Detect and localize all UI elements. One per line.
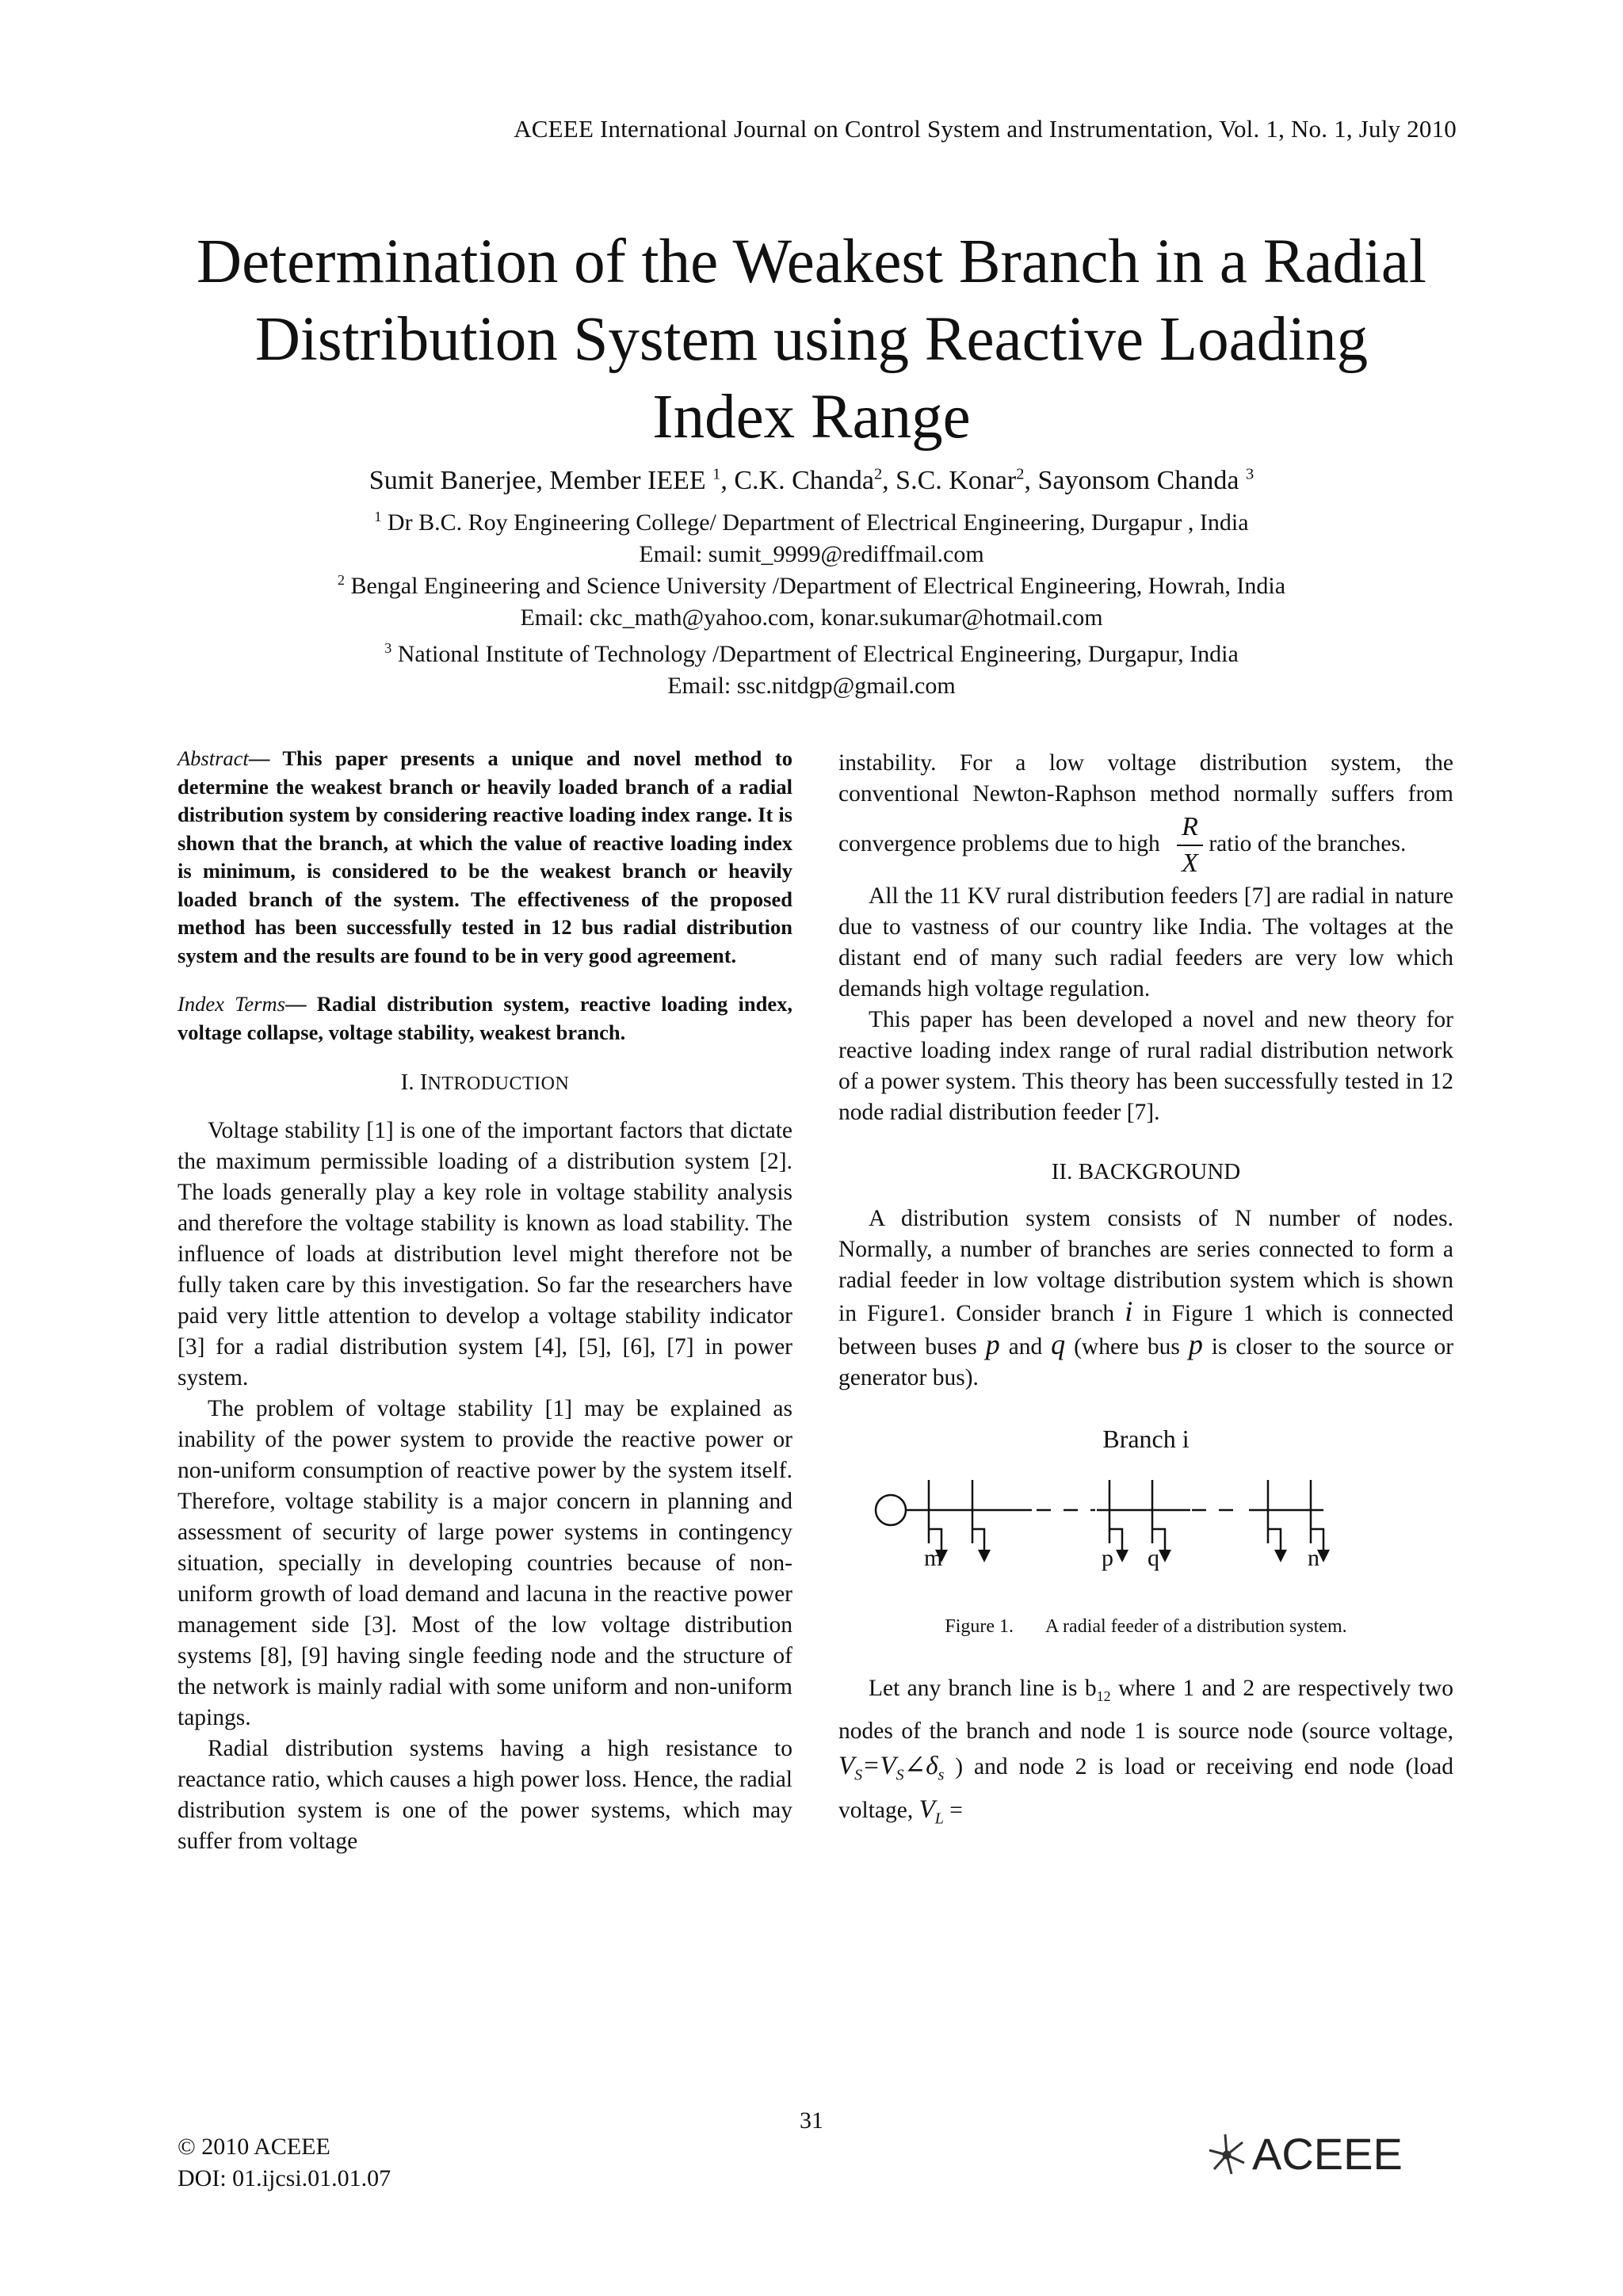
vs-symbol: V [838, 1751, 855, 1780]
section-2-paragraph-1 [838, 1203, 1453, 1394]
load-voltage-expression [918, 1795, 944, 1829]
fraction-denominator: X [1182, 849, 1198, 878]
affiliation-3-email: Email: ssc.nitdgp@gmail.com [667, 673, 956, 699]
index-terms-text: — Radial distribution system, reactive loading index, voltage collapse, voltage stability, weakest branch. [178, 992, 792, 1044]
abstract-text: — This paper presents a unique and novel method to determine the weakest branch or heavily loaded branch of a radial distribution system by considering reactive loading index range. It is shown that the branch, at which the value of reactive loading index is minimum, is considered to be the weakest branch or heavily loaded branch of the system. The effectiveness of the proposed method has been successfully tested in 12 bus radial distribution system and the results are found to be in very good agreement. [178, 746, 792, 967]
symbol-p: p [985, 1329, 1000, 1360]
r-over-x-fraction [1177, 810, 1203, 881]
section-2-heading: II. BACKGROUND [1051, 1159, 1241, 1184]
figure-1-caption-text: A radial feeder of a distribution system. [1045, 1616, 1347, 1637]
logo-text: ACEEE [1252, 2129, 1403, 2179]
abstract [178, 745, 792, 970]
affiliation-2-email: Email: ckc_math@yahoo.com, konar.sukumar@hotmail.com [520, 605, 1103, 631]
title-line-1: Determination of the Weakest Branch in a Radial [197, 227, 1426, 296]
vs-subscript-2: S [896, 1766, 904, 1784]
footer [178, 2131, 391, 2195]
load-arrows [935, 1550, 1330, 1562]
symbol-p-2: p [1188, 1329, 1203, 1360]
affiliation-2 [119, 570, 1504, 634]
affiliation-3-sup: 3 [384, 640, 392, 656]
intro-line-2: ratio of the branches. [1209, 830, 1407, 856]
author-4: , Sayonsom Chanda [1024, 466, 1239, 495]
section-1-num: I. [400, 1070, 414, 1095]
section-1-title-rest: NTRODUCTION [427, 1074, 570, 1094]
load-arrow-icon [1116, 1550, 1128, 1562]
load-taps [929, 1529, 1323, 1550]
intro-line-1: instability. For a low voltage distribution system, the conventional Newton-Raphson method normally suffers from convergence problems due to high [838, 750, 1453, 856]
affiliation-1-sup: 1 [374, 509, 382, 524]
figure-1-title: Branch i [1102, 1425, 1190, 1453]
branch-subscript: 12 [1096, 1688, 1111, 1704]
title-line-3: Index Range [652, 383, 971, 452]
fraction-numerator: R [1177, 810, 1203, 846]
section-1-paragraph-2: The problem of voltage stability [1] may be explained as inability of the power system to provide the reactive power or non-uniform consumption of reactive power by the system itself. Therefore, voltage stability is a major concern in planning and assessment of security of large power systems in contingency situation, specially in developing countries because of non-uniform growth of load demand and lacuna in the reactive power management side [3]. Most of the low voltage distribution systems [8], [9] having single feeding node and the structure of the network is mainly radial with some uniform and non-uniform tapings. [178, 1396, 792, 1730]
section-2-text-c: and [1008, 1334, 1043, 1360]
vl-equals: = [943, 1798, 963, 1824]
vl-symbol: V [918, 1795, 935, 1825]
vs-subscript: S [854, 1766, 863, 1784]
branch-text-c: ) and node 2 is load or receiving end node (load voltage, [838, 1753, 1453, 1824]
section-2-text-e: is closer to the source or generator bus). [838, 1334, 1454, 1390]
affiliation-1 [119, 507, 1504, 570]
source-voltage-expression [838, 1751, 945, 1784]
affiliation-2-sup: 2 [337, 572, 345, 588]
load-tap-5 [1268, 1529, 1281, 1550]
journal-header: ACEEE International Journal on Control System and Instrumentation, Vol. 1, No. 1, July 2010 [514, 115, 1457, 143]
load-arrow-icon [1159, 1550, 1171, 1562]
abstract-label: Abstract [178, 746, 249, 770]
author-1-sup: 1 [712, 465, 721, 483]
paper-title [119, 223, 1504, 456]
radial-feeder-diagram [873, 1470, 1388, 1589]
bus-label-m: m [924, 1545, 943, 1571]
affiliation-3 [119, 639, 1504, 702]
author-4-sup: 3 [1245, 465, 1254, 483]
affiliation-3-line1: National Institute of Technology /Department of Electrical Engineering, Durgapur, India [397, 641, 1239, 667]
bus-label-q: q [1148, 1545, 1159, 1571]
index-terms-label: Index Terms [178, 992, 285, 1016]
intro-paragraph-3: This paper has been developed a novel and new theory for reactive loading index range of rural radial distribution network of a power system. This theory has been successfully tested in 12 node radial distribution feeder [7]. [838, 1007, 1453, 1125]
bus-bars [929, 1480, 1311, 1543]
author-1: Sumit Banerjee, Member IEEE [369, 466, 706, 495]
intro-continuation [838, 748, 1453, 881]
affiliation-2-line1: Bengal Engineering and Science University /Department of Electrical Engineering, Howrah, India [350, 573, 1286, 599]
delta-subscript: s [938, 1766, 945, 1784]
symbol-i: i [1125, 1295, 1133, 1327]
load-arrow-icon [1274, 1550, 1287, 1562]
doi: DOI: 01.ijcsi.01.01.07 [178, 2165, 391, 2191]
author-3: , S.C. Konar [882, 466, 1017, 495]
author-3-sup: 2 [1016, 465, 1025, 483]
affiliation-1-email: Email: sumit_9999@rediffmail.com [639, 541, 984, 567]
vs-equals: =V [862, 1751, 896, 1780]
intro-paragraph-2: All the 11 KV rural distribution feeders [7] are radial in nature due to vastness of our country like India. The voltages at the distant end of many such radial feeders are very low which demands high voltage regulation. [838, 883, 1453, 1001]
branch-text-b: where 1 and 2 are respectively two nodes of the branch and node 1 is source node (source voltage, [838, 1676, 1453, 1744]
load-arrow-icon [978, 1550, 991, 1562]
page-number: 31 [800, 2107, 823, 2134]
vl-subscript: L [934, 1810, 944, 1829]
branch-text-a: Let any branch line is b [869, 1676, 1097, 1701]
bus-label-p: p [1102, 1545, 1113, 1571]
source-generator-icon [876, 1495, 906, 1525]
bus-label-n: n [1308, 1545, 1319, 1571]
section-2-text-b: in Figure 1 which is connected between buses [838, 1301, 1454, 1360]
aceee-logo [1203, 2123, 1457, 2187]
section-2-text-d: (where bus [1074, 1334, 1180, 1360]
logo-star-icon [1209, 2134, 1244, 2174]
figure-1-caption [838, 1611, 1453, 1642]
section-1-paragraph-3: Radial distribution systems having a high resistance to reactance ratio, which causes a high power loss. Hence, the radial distribution system is one of the power systems, which may suffer from voltage [178, 1736, 792, 1854]
symbol-q: q [1051, 1329, 1066, 1360]
section-1-paragraph-1: Voltage stability [1] is one of the important factors that dictate the maximum permissible loading of a distribution system [2]. The loads generally play a key role in voltage stability analysis and therefore the voltage stability is known as load stability. The influence of loads at distribution level might therefore not be fully taken care by this investigation. So far the researchers have paid very little attention to develop a voltage stability indicator [3] for a radial distribution system [4], [5], [6], [7] in power system. [178, 1118, 792, 1390]
copyright: © 2010 ACEEE [178, 2134, 330, 2160]
load-tap-2 [972, 1529, 984, 1550]
author-2-sup: 2 [873, 465, 883, 483]
author-2: , C.K. Chanda [720, 466, 874, 495]
vs-angle: ∠δ [903, 1751, 938, 1780]
index-terms [178, 990, 792, 1047]
section-2-text-a: A distribution system consists of N number of nodes. Normally, a number of branches are series connected to form a radial feeder in low voltage distribution system which is shown in Figure1. Consider branch [838, 1206, 1453, 1326]
left-column [178, 745, 792, 1857]
section-1-initial: I [419, 1070, 428, 1095]
author-list [119, 466, 1504, 496]
branch-definition-paragraph [838, 1671, 1453, 1836]
figure-1-caption-number: Figure 1. [945, 1616, 1014, 1637]
section-1-heading [178, 1067, 792, 1100]
affiliation-1-line1: Dr B.C. Roy Engineering College/ Department of Electrical Engineering, Durgapur , India [387, 509, 1249, 536]
right-column [838, 748, 1453, 1836]
title-line-2: Distribution System using Reactive Loading [254, 305, 1369, 374]
